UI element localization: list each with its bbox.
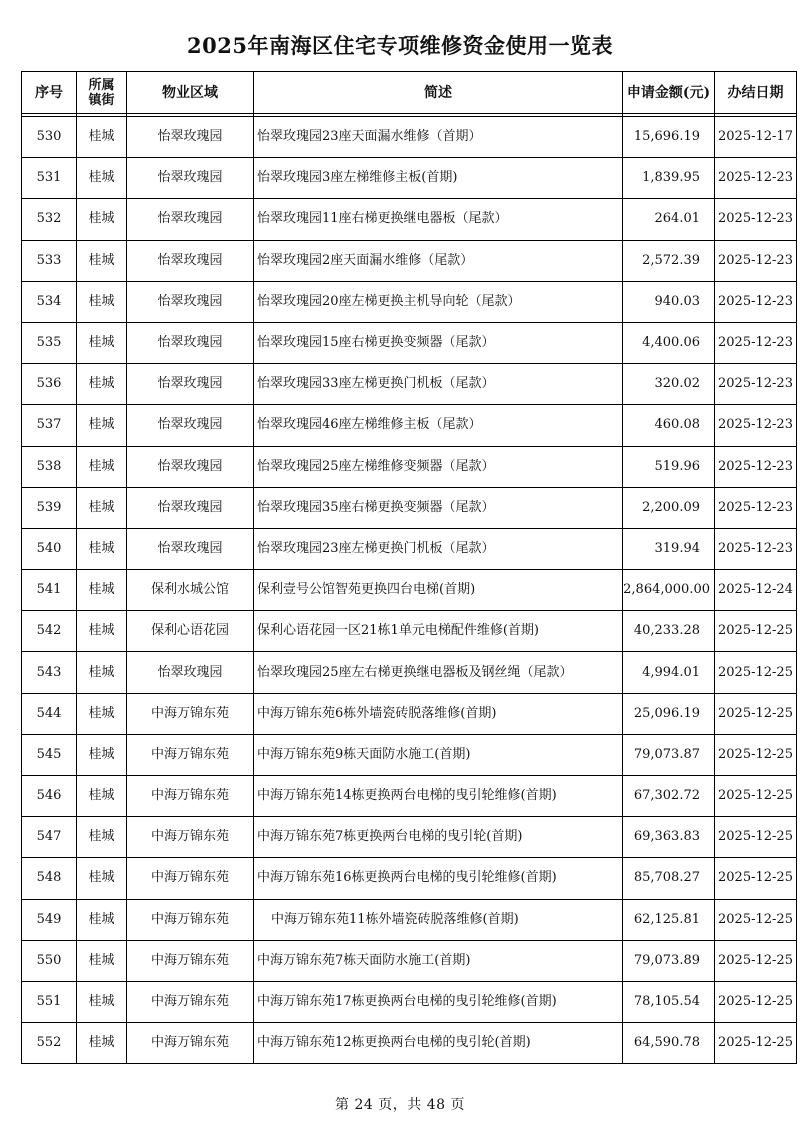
cell-date: 2025-12-23 bbox=[715, 199, 797, 240]
cell-amount: 940.03 bbox=[623, 281, 715, 322]
table-row bbox=[22, 570, 797, 611]
cell-town: 桂城 bbox=[77, 734, 127, 775]
cell-date: 2025-12-23 bbox=[715, 364, 797, 405]
cell-no: 534 bbox=[22, 281, 77, 322]
cell-no: 551 bbox=[22, 981, 77, 1022]
cell-no: 541 bbox=[22, 570, 77, 611]
header-amount: 申请金额(元) bbox=[623, 72, 715, 114]
cell-town: 桂城 bbox=[77, 858, 127, 899]
table-row bbox=[22, 734, 797, 775]
table-row bbox=[22, 940, 797, 981]
header-desc: 简述 bbox=[254, 72, 623, 114]
cell-area: 怡翠玫瑰园 bbox=[127, 446, 254, 487]
cell-desc: 怡翠玫瑰园23座左梯更换门机板（尾款） bbox=[254, 528, 623, 569]
cell-no: 538 bbox=[22, 446, 77, 487]
table-row bbox=[22, 199, 797, 240]
cell-area: 怡翠玫瑰园 bbox=[127, 528, 254, 569]
cell-town: 桂城 bbox=[77, 693, 127, 734]
cell-desc: 中海万锦东苑12栋更换两台电梯的曳引轮(首期) bbox=[254, 1023, 623, 1064]
page-footer: 第 24 页，共 48 页 bbox=[335, 1097, 465, 1113]
cell-date: 2025-12-25 bbox=[715, 899, 797, 940]
cell-no: 547 bbox=[22, 817, 77, 858]
cell-town: 桂城 bbox=[77, 611, 127, 652]
table-row bbox=[22, 611, 797, 652]
cell-desc: 怡翠玫瑰园35座右梯更换变频器（尾款） bbox=[254, 487, 623, 528]
cell-desc: 怡翠玫瑰园23座天面漏水维修（首期） bbox=[254, 117, 623, 158]
cell-desc: 中海万锦东苑9栋天面防水施工(首期) bbox=[254, 734, 623, 775]
cell-date: 2025-12-25 bbox=[715, 652, 797, 693]
cell-area: 中海万锦东苑 bbox=[127, 734, 254, 775]
cell-desc: 保利壹号公馆智苑更换四台电梯(首期) bbox=[254, 570, 623, 611]
cell-no: 531 bbox=[22, 158, 77, 199]
cell-area: 中海万锦东苑 bbox=[127, 1023, 254, 1064]
cell-date: 2025-12-23 bbox=[715, 322, 797, 363]
cell-desc: 怡翠玫瑰园20座左梯更换主机导向轮（尾款） bbox=[254, 281, 623, 322]
table-header bbox=[22, 72, 797, 117]
cell-amount: 67,302.72 bbox=[623, 776, 715, 817]
cell-date: 2025-12-23 bbox=[715, 528, 797, 569]
cell-desc: 中海万锦东苑6栋外墙瓷砖脱落维修(首期) bbox=[254, 693, 623, 734]
cell-desc: 中海万锦东苑7栋天面防水施工(首期) bbox=[254, 940, 623, 981]
table-row bbox=[22, 858, 797, 899]
cell-town: 桂城 bbox=[77, 446, 127, 487]
cell-amount: 78,105.54 bbox=[623, 981, 715, 1022]
table-row bbox=[22, 487, 797, 528]
cell-date: 2025-12-23 bbox=[715, 405, 797, 446]
cell-amount: 4,994.01 bbox=[623, 652, 715, 693]
cell-town: 桂城 bbox=[77, 487, 127, 528]
cell-desc: 中海万锦东苑7栋更换两台电梯的曳引轮(首期) bbox=[254, 817, 623, 858]
cell-amount: 79,073.87 bbox=[623, 734, 715, 775]
table-row bbox=[22, 446, 797, 487]
cell-date: 2025-12-25 bbox=[715, 858, 797, 899]
cell-area: 怡翠玫瑰园 bbox=[127, 158, 254, 199]
cell-desc: 怡翠玫瑰园11座右梯更换继电器板（尾款） bbox=[254, 199, 623, 240]
cell-area: 怡翠玫瑰园 bbox=[127, 405, 254, 446]
cell-area: 中海万锦东苑 bbox=[127, 899, 254, 940]
table-row bbox=[22, 1023, 797, 1064]
cell-town: 桂城 bbox=[77, 817, 127, 858]
cell-town: 桂城 bbox=[77, 652, 127, 693]
header-area: 物业区域 bbox=[127, 72, 254, 114]
cell-date: 2025-12-25 bbox=[715, 981, 797, 1022]
cell-town: 桂城 bbox=[77, 940, 127, 981]
cell-town: 桂城 bbox=[77, 117, 127, 158]
cell-date: 2025-12-23 bbox=[715, 158, 797, 199]
cell-town: 桂城 bbox=[77, 364, 127, 405]
cell-desc: 怡翠玫瑰园25座左梯维修变频器（尾款） bbox=[254, 446, 623, 487]
cell-amount: 69,363.83 bbox=[623, 817, 715, 858]
table-row bbox=[22, 776, 797, 817]
cell-desc: 保利心语花园一区21栋1单元电梯配件维修(首期) bbox=[254, 611, 623, 652]
cell-date: 2025-12-17 bbox=[715, 117, 797, 158]
maintenance-fund-table bbox=[21, 71, 797, 1064]
cell-town: 桂城 bbox=[77, 528, 127, 569]
table-row bbox=[22, 117, 797, 158]
table-row bbox=[22, 528, 797, 569]
cell-amount: 25,096.19 bbox=[623, 693, 715, 734]
table-row bbox=[22, 158, 797, 199]
cell-area: 保利水城公馆 bbox=[127, 570, 254, 611]
cell-area: 怡翠玫瑰园 bbox=[127, 199, 254, 240]
cell-date: 2025-12-25 bbox=[715, 817, 797, 858]
cell-date: 2025-12-25 bbox=[715, 776, 797, 817]
cell-area: 中海万锦东苑 bbox=[127, 981, 254, 1022]
cell-town: 桂城 bbox=[77, 199, 127, 240]
cell-desc: 怡翠玫瑰园33座左梯更换门机板（尾款） bbox=[254, 364, 623, 405]
table-row bbox=[22, 981, 797, 1022]
cell-no: 542 bbox=[22, 611, 77, 652]
cell-amount: 15,696.19 bbox=[623, 117, 715, 158]
cell-area: 怡翠玫瑰园 bbox=[127, 117, 254, 158]
cell-date: 2025-12-25 bbox=[715, 734, 797, 775]
cell-no: 548 bbox=[22, 858, 77, 899]
table-row bbox=[22, 693, 797, 734]
table-body bbox=[22, 117, 797, 1064]
cell-amount: 2,864,000.00 bbox=[623, 570, 715, 611]
table-row bbox=[22, 405, 797, 446]
cell-no: 539 bbox=[22, 487, 77, 528]
cell-area: 中海万锦东苑 bbox=[127, 776, 254, 817]
cell-area: 中海万锦东苑 bbox=[127, 940, 254, 981]
cell-area: 怡翠玫瑰园 bbox=[127, 322, 254, 363]
cell-no: 540 bbox=[22, 528, 77, 569]
header-date: 办结日期 bbox=[715, 72, 797, 114]
cell-area: 中海万锦东苑 bbox=[127, 858, 254, 899]
header-town-line1: 所属 bbox=[88, 77, 115, 93]
cell-area: 怡翠玫瑰园 bbox=[127, 487, 254, 528]
table-row bbox=[22, 322, 797, 363]
cell-town: 桂城 bbox=[77, 570, 127, 611]
cell-amount: 85,708.27 bbox=[623, 858, 715, 899]
cell-area: 中海万锦东苑 bbox=[127, 817, 254, 858]
table-row bbox=[22, 240, 797, 281]
cell-town: 桂城 bbox=[77, 322, 127, 363]
header-no: 序号 bbox=[22, 72, 77, 114]
cell-area: 怡翠玫瑰园 bbox=[127, 364, 254, 405]
cell-town: 桂城 bbox=[77, 981, 127, 1022]
cell-date: 2025-12-25 bbox=[715, 693, 797, 734]
cell-amount: 319.94 bbox=[623, 528, 715, 569]
cell-no: 543 bbox=[22, 652, 77, 693]
table-row bbox=[22, 281, 797, 322]
cell-area: 保利心语花园 bbox=[127, 611, 254, 652]
cell-town: 桂城 bbox=[77, 899, 127, 940]
cell-no: 533 bbox=[22, 240, 77, 281]
cell-no: 552 bbox=[22, 1023, 77, 1064]
cell-no: 535 bbox=[22, 322, 77, 363]
cell-desc: 中海万锦东苑17栋更换两台电梯的曳引轮维修(首期) bbox=[254, 981, 623, 1022]
cell-desc: 怡翠玫瑰园46座左梯维修主板（尾款） bbox=[254, 405, 623, 446]
cell-amount: 2,572.39 bbox=[623, 240, 715, 281]
cell-no: 550 bbox=[22, 940, 77, 981]
table-row bbox=[22, 817, 797, 858]
cell-date: 2025-12-25 bbox=[715, 940, 797, 981]
cell-town: 桂城 bbox=[77, 158, 127, 199]
cell-area: 怡翠玫瑰园 bbox=[127, 652, 254, 693]
cell-date: 2025-12-25 bbox=[715, 1023, 797, 1064]
cell-desc: 怡翠玫瑰园3座左梯维修主板(首期) bbox=[254, 158, 623, 199]
cell-no: 532 bbox=[22, 199, 77, 240]
cell-town: 桂城 bbox=[77, 405, 127, 446]
cell-no: 546 bbox=[22, 776, 77, 817]
cell-amount: 64,590.78 bbox=[623, 1023, 715, 1064]
cell-date: 2025-12-24 bbox=[715, 570, 797, 611]
cell-amount: 264.01 bbox=[623, 199, 715, 240]
cell-date: 2025-12-23 bbox=[715, 487, 797, 528]
cell-date: 2025-12-23 bbox=[715, 281, 797, 322]
cell-no: 537 bbox=[22, 405, 77, 446]
table-row bbox=[22, 652, 797, 693]
cell-amount: 320.02 bbox=[623, 364, 715, 405]
table-row bbox=[22, 899, 797, 940]
cell-no: 545 bbox=[22, 734, 77, 775]
cell-no: 536 bbox=[22, 364, 77, 405]
cell-amount: 1,839.95 bbox=[623, 158, 715, 199]
cell-area: 怡翠玫瑰园 bbox=[127, 281, 254, 322]
cell-desc: 怡翠玫瑰园15座右梯更换变频器（尾款） bbox=[254, 322, 623, 363]
cell-amount: 460.08 bbox=[623, 405, 715, 446]
cell-date: 2025-12-23 bbox=[715, 446, 797, 487]
header-town bbox=[77, 72, 127, 114]
cell-amount: 2,200.09 bbox=[623, 487, 715, 528]
cell-desc: 中海万锦东苑14栋更换两台电梯的曳引轮维修(首期) bbox=[254, 776, 623, 817]
cell-amount: 4,400.06 bbox=[623, 322, 715, 363]
cell-no: 530 bbox=[22, 117, 77, 158]
table-row bbox=[22, 364, 797, 405]
cell-amount: 79,073.89 bbox=[623, 940, 715, 981]
cell-area: 怡翠玫瑰园 bbox=[127, 240, 254, 281]
cell-no: 549 bbox=[22, 899, 77, 940]
cell-town: 桂城 bbox=[77, 240, 127, 281]
cell-town: 桂城 bbox=[77, 776, 127, 817]
cell-no: 544 bbox=[22, 693, 77, 734]
cell-desc: 怡翠玫瑰园2座天面漏水维修（尾款） bbox=[254, 240, 623, 281]
cell-date: 2025-12-23 bbox=[715, 240, 797, 281]
cell-desc: 怡翠玫瑰园25座左右梯更换继电器板及钢丝绳（尾款） bbox=[254, 652, 623, 693]
cell-amount: 62,125.81 bbox=[623, 899, 715, 940]
cell-area: 中海万锦东苑 bbox=[127, 693, 254, 734]
cell-amount: 40,233.28 bbox=[623, 611, 715, 652]
cell-desc: 中海万锦东苑11栋外墙瓷砖脱落维修(首期) bbox=[254, 899, 623, 940]
cell-town: 桂城 bbox=[77, 1023, 127, 1064]
cell-town: 桂城 bbox=[77, 281, 127, 322]
cell-desc: 中海万锦东苑16栋更换两台电梯的曳引轮维修(首期) bbox=[254, 858, 623, 899]
page-title: 2025年南海区住宅专项维修资金使用一览表 bbox=[187, 33, 613, 58]
header-town-line2: 镇街 bbox=[88, 92, 115, 108]
cell-amount: 519.96 bbox=[623, 446, 715, 487]
cell-date: 2025-12-25 bbox=[715, 611, 797, 652]
